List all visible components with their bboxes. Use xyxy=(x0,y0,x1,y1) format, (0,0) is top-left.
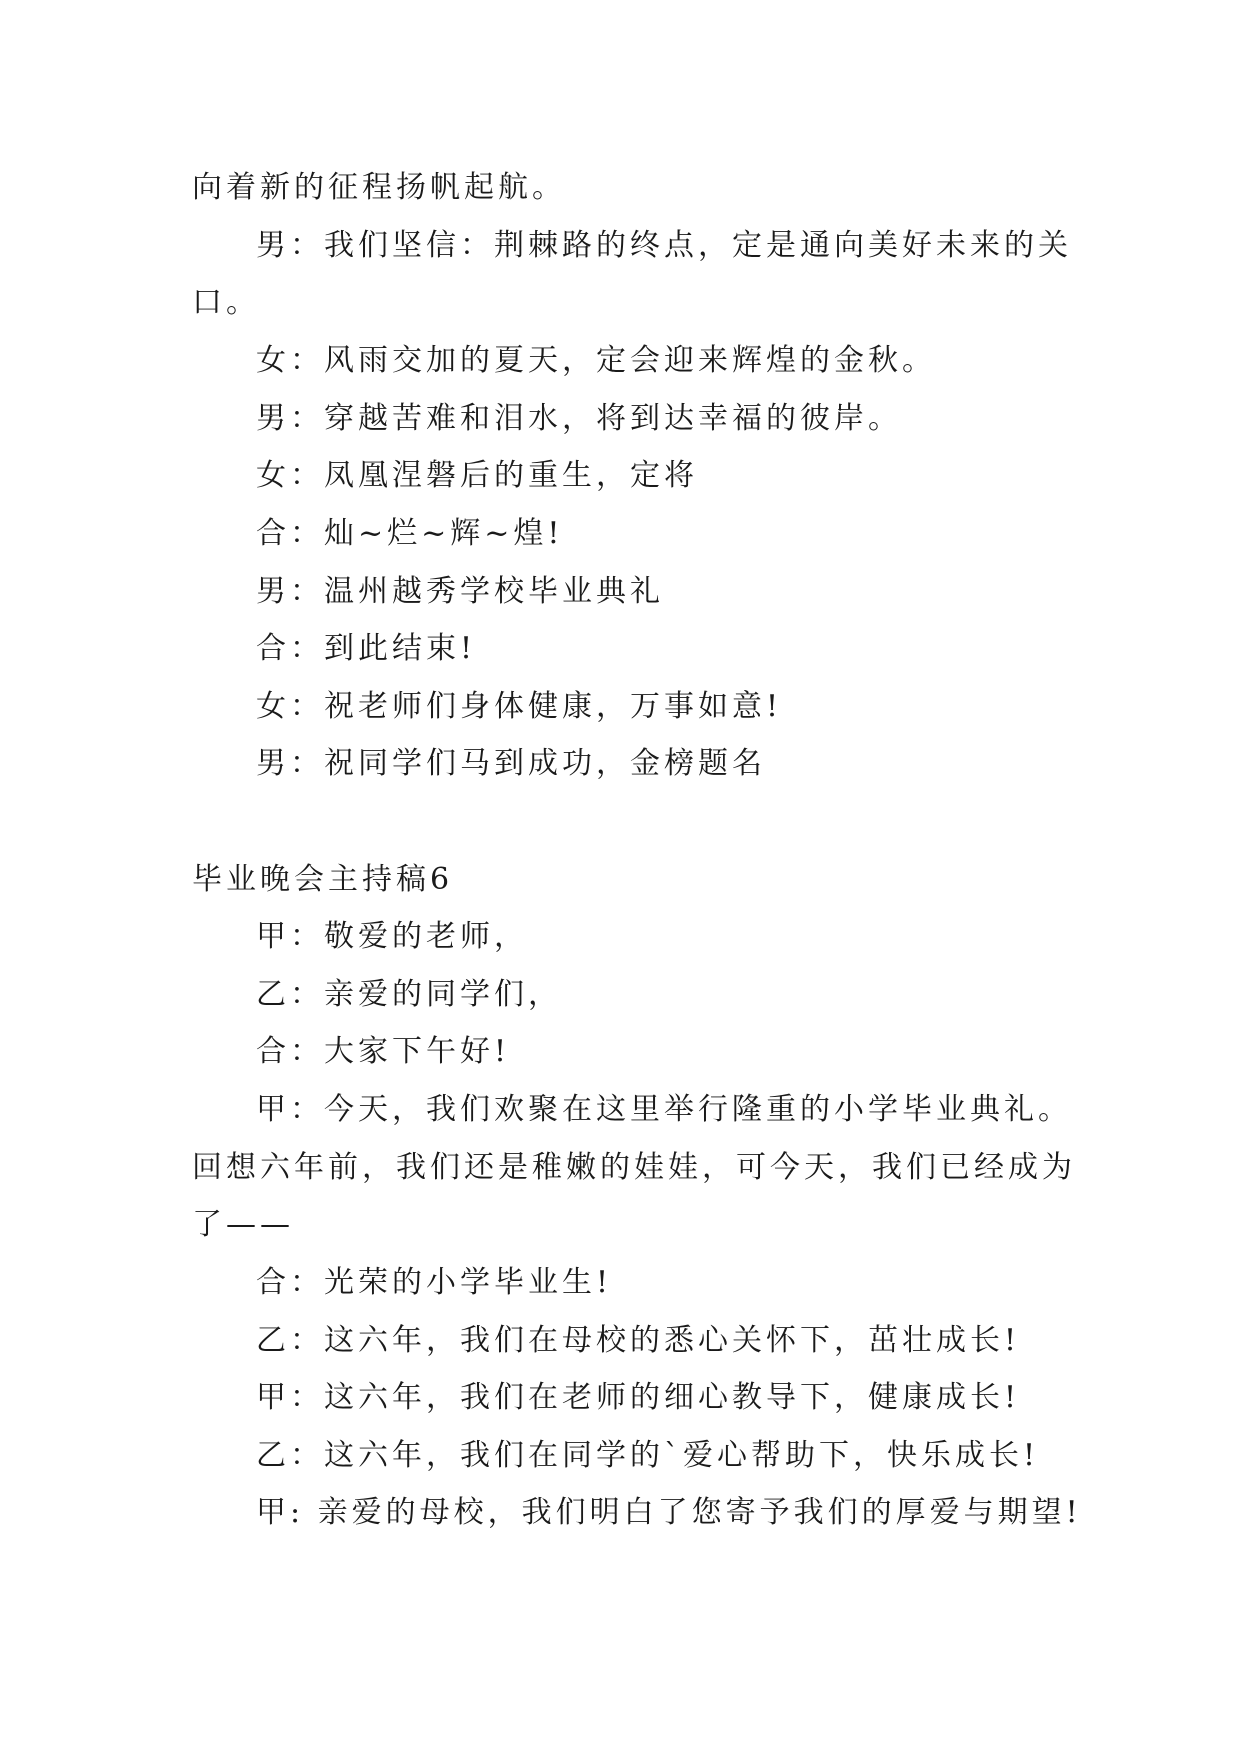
text-line: 甲: 亲爱的母校，我们明白了您寄予我们的厚爱与期望! xyxy=(256,1495,1082,1530)
text-line: 甲：敬爱的老师， xyxy=(256,919,528,954)
text-line: 合：灿~烂~辉~煌! xyxy=(256,516,564,551)
text-line: 女：风雨交加的夏天，定会迎来辉煌的金秋。 xyxy=(256,343,936,378)
text-line: 合：光荣的小学毕业生! xyxy=(256,1265,613,1300)
text-line: 甲：这六年，我们在老师的细心教导下，健康成长! xyxy=(256,1380,1021,1415)
text-line: 乙：亲爱的同学们， xyxy=(256,977,562,1012)
text-line: 女：祝老师们身体健康，万事如意! xyxy=(256,689,783,724)
section-title: 毕业晚会主持稿6 xyxy=(192,862,454,897)
text-line: 男：温州越秀学校毕业典礼 xyxy=(256,574,664,609)
text-line: 合：到此结束! xyxy=(256,631,477,666)
text-line: 乙：这六年，我们在母校的悉心关怀下，茁壮成长! xyxy=(256,1323,1021,1358)
text-line: 口。 xyxy=(192,285,260,320)
text-line: 男：我们坚信：荆棘路的终点，定是通向美好未来的关 xyxy=(256,228,1072,263)
text-line: 回想六年前，我们还是稚嫩的娃娃，可今天，我们已经成为 xyxy=(192,1150,1076,1185)
text-line: 了—— xyxy=(192,1207,294,1242)
text-line: 甲：今天，我们欢聚在这里举行隆重的小学毕业典礼。 xyxy=(256,1092,1072,1127)
text-line: 男：祝同学们马到成功，金榜题名 xyxy=(256,746,766,781)
text-line: 女：凤凰涅磐后的重生，定将 xyxy=(256,458,698,493)
text-line: 乙：这六年，我们在同学的`爱心帮助下，快乐成长! xyxy=(256,1438,1040,1473)
text-line: 向着新的征程扬帆起航。 xyxy=(192,170,566,205)
text-line: 男：穿越苦难和泪水，将到达幸福的彼岸。 xyxy=(256,401,902,436)
text-line: 合：大家下午好! xyxy=(256,1034,511,1069)
